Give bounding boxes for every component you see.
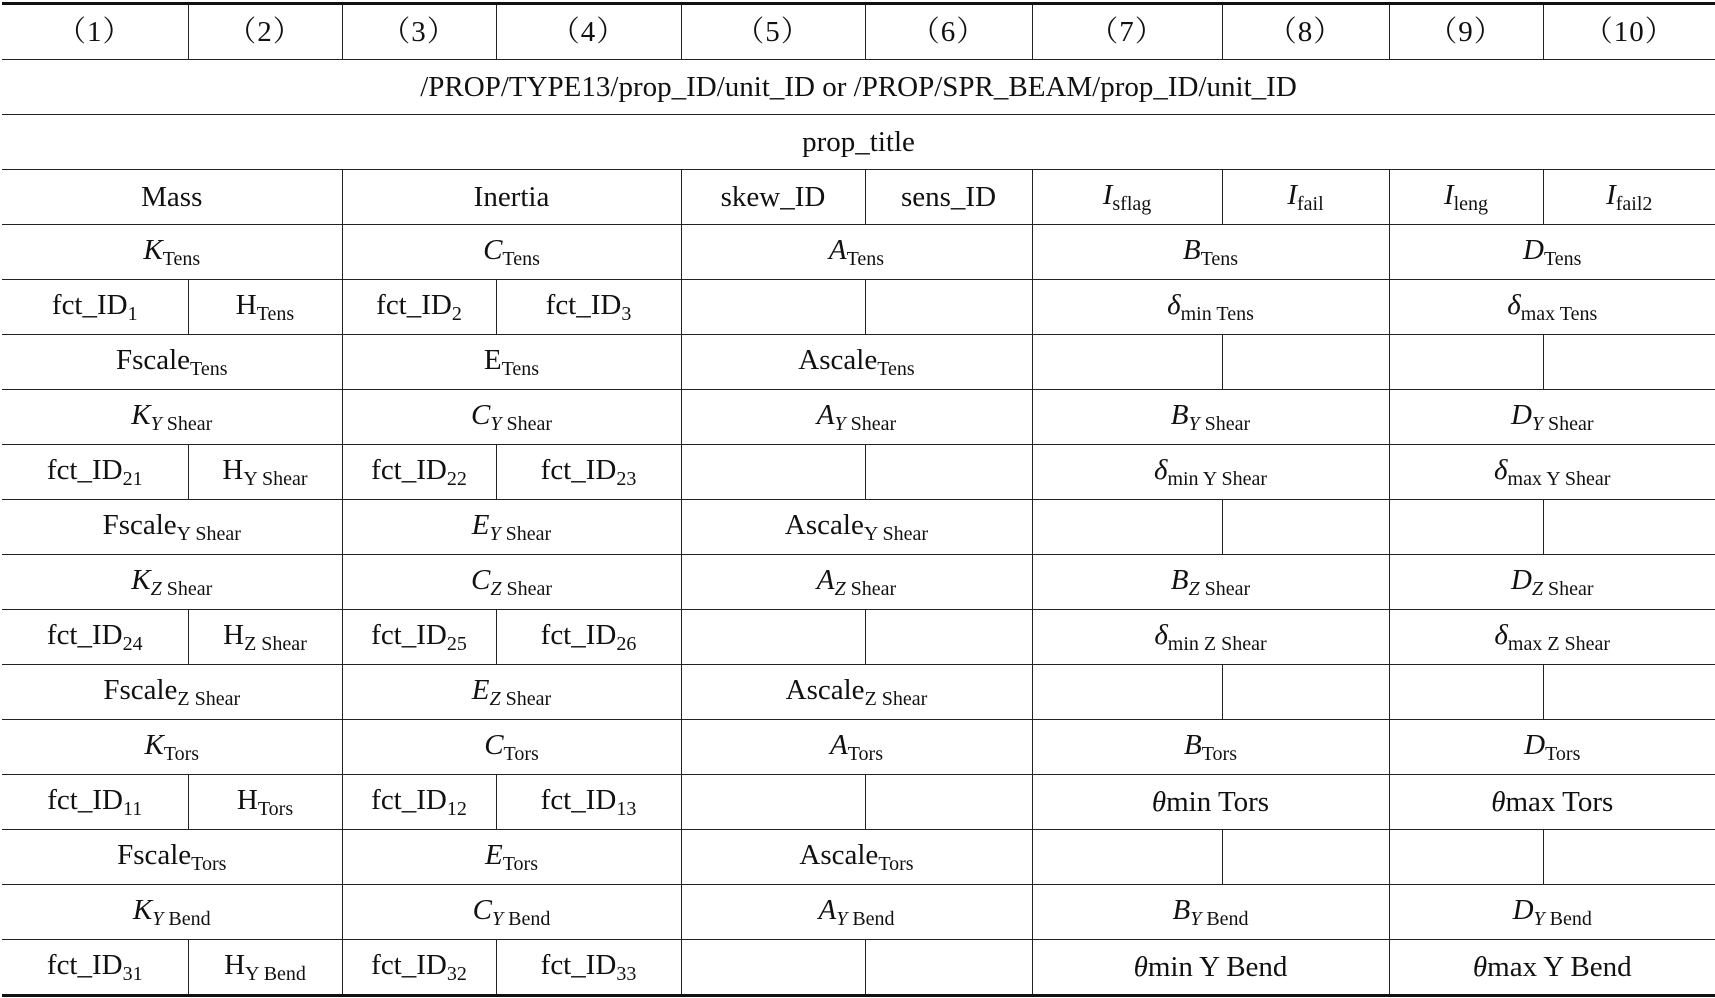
- field-subscript: 26: [616, 632, 637, 655]
- field-cell: [2, 720, 342, 775]
- card-zshear-scale-row: [2, 665, 1715, 720]
- field-subscript: 12: [446, 797, 467, 820]
- field-symbol: fct_ID: [371, 948, 447, 981]
- field-subscript: 11: [122, 797, 143, 820]
- table-body: [2, 4, 1715, 996]
- field-symbol: A: [830, 728, 848, 761]
- field-symbol: K: [143, 233, 163, 266]
- field-cell: [342, 390, 681, 445]
- field-subscript: Tens: [846, 247, 885, 270]
- field-cell: [2, 445, 188, 500]
- field-subscript: Bend: [1201, 907, 1249, 930]
- empty-cell: [1543, 335, 1715, 390]
- field-symbol: A: [818, 893, 837, 926]
- card-tors-scale-row: [2, 830, 1715, 885]
- field-subscript: Shear: [501, 577, 552, 600]
- field-subscript: Z Shear: [864, 687, 928, 710]
- field-subscript: Z: [1188, 577, 1200, 600]
- field-symbol: D: [1524, 728, 1546, 761]
- field-cell: [188, 940, 342, 996]
- empty-cell: [1222, 335, 1389, 390]
- empty-cell: [1389, 830, 1543, 885]
- field-symbol: D: [1523, 233, 1544, 266]
- field-cell: [1032, 720, 1389, 775]
- field-symbol: θ: [1491, 785, 1506, 818]
- field-subscript: Z Shear: [177, 687, 241, 710]
- property-card-table: [2, 2, 1715, 997]
- field-cell: [496, 940, 681, 996]
- field-symbol: Fscale: [102, 508, 177, 541]
- field-subscript: Y Bend: [245, 962, 306, 985]
- field-symbol: δ: [1494, 453, 1508, 486]
- field-subscript: Bend: [847, 907, 895, 930]
- field-cell: [188, 775, 342, 830]
- field-symbol: fct_ID: [545, 288, 622, 321]
- field-symbol: Ascale: [799, 838, 879, 871]
- field-subscript: Y: [150, 412, 162, 435]
- column-number: （8）: [1222, 4, 1389, 60]
- field-cell: [342, 610, 496, 665]
- field-symbol: I: [1443, 178, 1454, 211]
- field-cell: [342, 555, 681, 610]
- empty-cell: [865, 610, 1032, 665]
- field-cell: [342, 500, 681, 555]
- field-cell: [1032, 390, 1389, 445]
- field-subscript: Tors: [257, 797, 294, 820]
- field-symbol: E: [483, 343, 502, 376]
- field-subscript: Z: [834, 577, 846, 600]
- field-subscript: Y: [836, 907, 848, 930]
- field-cell: [865, 170, 1032, 225]
- field-cell: [1543, 170, 1715, 225]
- field-subscript: 2: [451, 302, 462, 325]
- field-cell: [2, 940, 188, 996]
- field-cell: [681, 225, 1032, 280]
- field-cell: [496, 775, 681, 830]
- field-subscript: Shear: [1199, 577, 1251, 600]
- card-tors-func-row: [2, 775, 1715, 830]
- field-symbol: Mass: [141, 180, 203, 213]
- card-tens-coef-row: [2, 225, 1715, 280]
- field-cell: [342, 170, 681, 225]
- field-symbol: C: [483, 233, 503, 266]
- field-symbol: fct_ID: [540, 453, 617, 486]
- field-cell: [1032, 610, 1389, 665]
- field-symbol: sens_ID: [900, 180, 997, 213]
- field-subscript: Y: [834, 412, 846, 435]
- field-symbol: C: [472, 893, 492, 926]
- column-number: （1）: [2, 4, 188, 60]
- column-number: （5）: [681, 4, 865, 60]
- field-subscript: max Y Shear: [1507, 467, 1611, 490]
- column-number: （7）: [1032, 4, 1222, 60]
- field-subscript: Y Shear: [243, 467, 308, 490]
- field-symbol: E: [471, 673, 490, 706]
- card-header-row: [2, 170, 1715, 225]
- field-symbol: A: [816, 398, 835, 431]
- field-symbol: max Y Bend: [1487, 950, 1632, 983]
- field-symbol: max Tors: [1505, 785, 1614, 818]
- field-symbol: fct_ID: [51, 288, 128, 321]
- keyword-row: [2, 60, 1715, 115]
- field-symbol: C: [470, 398, 491, 431]
- field-subscript: Bend: [163, 907, 211, 930]
- field-cell: [1389, 445, 1715, 500]
- field-subscript: 1: [127, 302, 138, 325]
- field-symbol: H: [235, 288, 257, 321]
- field-subscript: Z: [150, 577, 162, 600]
- card-yshear-scale-row: [2, 500, 1715, 555]
- field-cell: [496, 445, 681, 500]
- field-cell: [681, 170, 865, 225]
- column-number: （6）: [865, 4, 1032, 60]
- field-subscript: 13: [616, 797, 637, 820]
- title-row: [2, 115, 1715, 170]
- field-subscript: Tens: [1200, 247, 1239, 270]
- field-subscript: Tens: [190, 357, 228, 380]
- field-symbol: fct_ID: [371, 783, 447, 816]
- field-symbol: K: [131, 563, 151, 596]
- field-symbol: I: [1606, 178, 1616, 211]
- empty-cell: [1222, 500, 1389, 555]
- field-cell: [342, 940, 496, 996]
- empty-cell: [681, 775, 865, 830]
- field-symbol: fct_ID: [371, 618, 447, 651]
- empty-cell: [1389, 665, 1543, 720]
- field-symbol: B: [1182, 233, 1201, 266]
- field-subscript: max Z Shear: [1507, 632, 1611, 655]
- field-subscript: Tors: [1201, 742, 1237, 765]
- field-cell: [2, 335, 342, 390]
- empty-cell: [1032, 830, 1222, 885]
- field-cell: [342, 225, 681, 280]
- column-number-row: [2, 4, 1715, 60]
- empty-cell: [865, 445, 1032, 500]
- field-subscript: Z: [490, 577, 502, 600]
- field-symbol: E: [485, 838, 503, 871]
- field-symbol: δ: [1507, 288, 1521, 321]
- field-subscript: Shear: [161, 577, 213, 600]
- field-symbol: B: [1170, 563, 1189, 596]
- field-subscript: Y: [1190, 907, 1202, 930]
- card-yshear-coef-row: [2, 390, 1715, 445]
- field-cell: [681, 555, 1032, 610]
- field-subscript: Z: [489, 687, 501, 710]
- field-symbol: Ascale: [798, 343, 878, 376]
- field-cell: [2, 830, 342, 885]
- field-symbol: B: [1172, 893, 1191, 926]
- field-cell: [1222, 170, 1389, 225]
- field-symbol: D: [1510, 563, 1532, 596]
- field-symbol: B: [1170, 398, 1189, 431]
- field-symbol: θ: [1133, 950, 1148, 983]
- field-symbol: Fscale: [103, 673, 178, 706]
- field-subscript: Shear: [1543, 412, 1594, 435]
- field-subscript: Shear: [1543, 577, 1594, 600]
- empty-cell: [1032, 335, 1222, 390]
- field-subscript: Y Shear: [176, 522, 241, 545]
- field-subscript: 33: [616, 962, 637, 985]
- field-cell: [2, 885, 342, 940]
- column-number: （2）: [188, 4, 342, 60]
- field-subscript: Z: [1531, 577, 1544, 600]
- field-subscript: sflag: [1112, 192, 1152, 215]
- field-subscript: Z Shear: [244, 632, 307, 655]
- column-number: （3）: [342, 4, 496, 60]
- field-cell: [1389, 225, 1715, 280]
- field-symbol: I: [1102, 178, 1113, 211]
- field-cell: [2, 555, 342, 610]
- card-ybend-coef-row: [2, 885, 1715, 940]
- field-cell: [1389, 280, 1715, 335]
- property-title: prop_title: [2, 115, 1715, 170]
- card-yshear-func-row: [2, 445, 1715, 500]
- field-cell: [342, 280, 496, 335]
- field-cell: [2, 665, 342, 720]
- field-subscript: min Tens: [1180, 302, 1254, 325]
- field-subscript: 25: [446, 632, 467, 655]
- column-number: （9）: [1389, 4, 1543, 60]
- card-zshear-func-row: [2, 610, 1715, 665]
- field-subscript: Shear: [845, 412, 897, 435]
- field-cell: [681, 885, 1032, 940]
- field-cell: [1032, 445, 1389, 500]
- field-cell: [2, 500, 342, 555]
- field-symbol: δ: [1154, 618, 1168, 651]
- card-ybend-func-row: [2, 940, 1715, 996]
- card-zshear-coef-row: [2, 555, 1715, 610]
- field-subscript: Y: [490, 412, 502, 435]
- field-cell: [1389, 555, 1715, 610]
- field-subscript: Y Shear: [863, 522, 929, 545]
- field-subscript: Tens: [877, 357, 915, 380]
- field-cell: [1389, 885, 1715, 940]
- field-symbol: min Y Bend: [1147, 950, 1288, 983]
- field-cell: [342, 775, 496, 830]
- field-symbol: θ: [1472, 950, 1488, 983]
- empty-cell: [681, 445, 865, 500]
- empty-cell: [1543, 665, 1715, 720]
- field-cell: [1032, 170, 1222, 225]
- empty-cell: [1222, 830, 1389, 885]
- field-symbol: A: [816, 563, 835, 596]
- field-subscript: Tens: [256, 302, 295, 325]
- field-cell: [681, 665, 1032, 720]
- field-symbol: θ: [1151, 785, 1167, 818]
- field-subscript: Tens: [1543, 247, 1582, 270]
- empty-cell: [865, 775, 1032, 830]
- field-cell: [496, 280, 681, 335]
- field-symbol: H: [224, 948, 246, 981]
- field-cell: [342, 335, 681, 390]
- field-symbol: fct_ID: [540, 618, 617, 651]
- empty-cell: [681, 610, 865, 665]
- empty-cell: [1543, 500, 1715, 555]
- card-tens-scale-row: [2, 335, 1715, 390]
- field-cell: [342, 885, 681, 940]
- field-symbol: H: [236, 783, 258, 816]
- field-symbol: fct_ID: [540, 783, 617, 816]
- field-symbol: δ: [1167, 288, 1181, 321]
- field-subscript: Shear: [161, 412, 213, 435]
- field-subscript: Y: [1531, 412, 1544, 435]
- field-subscript: Y: [152, 907, 164, 930]
- field-subscript: Tors: [878, 852, 914, 875]
- empty-cell: [1032, 500, 1222, 555]
- field-subscript: min Y Shear: [1167, 467, 1268, 490]
- field-cell: [2, 390, 342, 445]
- field-symbol: Fscale: [115, 343, 191, 376]
- field-symbol: fct_ID: [46, 618, 123, 651]
- field-cell: [188, 610, 342, 665]
- field-subscript: 24: [122, 632, 143, 655]
- field-cell: [1389, 170, 1543, 225]
- field-cell: [2, 170, 342, 225]
- field-subscript: Shear: [1199, 412, 1251, 435]
- field-subscript: 21: [122, 467, 143, 490]
- field-subscript: 32: [446, 962, 467, 985]
- field-cell: [2, 280, 188, 335]
- field-cell: [681, 335, 1032, 390]
- field-cell: [681, 830, 1032, 885]
- empty-cell: [1032, 665, 1222, 720]
- field-symbol: Inertia: [473, 180, 550, 213]
- field-subscript: Tors: [847, 742, 883, 765]
- field-cell: [342, 720, 681, 775]
- field-cell: [1032, 225, 1389, 280]
- field-symbol: K: [132, 893, 153, 926]
- empty-cell: [1543, 830, 1715, 885]
- field-cell: [1389, 775, 1715, 830]
- field-subscript: Tens: [502, 247, 540, 270]
- field-symbol: K: [131, 398, 151, 431]
- field-subscript: 23: [616, 467, 637, 490]
- card-tens-func-row: [2, 280, 1715, 335]
- field-subscript: Y: [1188, 412, 1200, 435]
- empty-cell: [865, 280, 1032, 335]
- field-cell: [1032, 775, 1389, 830]
- field-symbol: B: [1184, 728, 1202, 761]
- field-subscript: leng: [1453, 192, 1489, 215]
- field-cell: [1389, 390, 1715, 445]
- field-cell: [2, 775, 188, 830]
- field-subscript: fail: [1297, 192, 1324, 215]
- field-subscript: Tens: [501, 357, 540, 380]
- field-symbol: fct_ID: [376, 288, 452, 321]
- field-subscript: Tors: [191, 852, 227, 875]
- field-subscript: fail2: [1615, 192, 1653, 215]
- field-symbol: fct_ID: [46, 453, 123, 486]
- field-subscript: Tens: [162, 247, 201, 270]
- field-subscript: Bend: [503, 907, 551, 930]
- field-subscript: min Z Shear: [1167, 632, 1267, 655]
- field-symbol: Fscale: [117, 838, 192, 871]
- field-symbol: δ: [1494, 618, 1508, 651]
- field-symbol: C: [470, 563, 491, 596]
- field-symbol: D: [1512, 893, 1534, 926]
- field-symbol: A: [828, 233, 847, 266]
- field-symbol: Ascale: [785, 673, 865, 706]
- field-cell: [342, 830, 681, 885]
- field-symbol: min Tors: [1166, 785, 1270, 818]
- field-subscript: Y: [1533, 907, 1545, 930]
- field-cell: [496, 610, 681, 665]
- field-subscript: Shear: [500, 687, 552, 710]
- empty-cell: [681, 940, 865, 996]
- field-subscript: Tors: [163, 742, 200, 765]
- field-subscript: Shear: [845, 577, 897, 600]
- field-subscript: max Tens: [1520, 302, 1598, 325]
- field-cell: [1389, 610, 1715, 665]
- field-symbol: K: [144, 728, 164, 761]
- field-subscript: Y: [489, 522, 501, 545]
- field-symbol: fct_ID: [371, 453, 447, 486]
- field-symbol: skew_ID: [720, 180, 826, 213]
- field-subscript: 22: [446, 467, 467, 490]
- field-cell: [342, 665, 681, 720]
- field-symbol: I: [1287, 178, 1297, 211]
- field-subscript: Tors: [1545, 742, 1581, 765]
- field-symbol: C: [484, 728, 504, 761]
- card-tors-coef-row: [2, 720, 1715, 775]
- empty-cell: [681, 280, 865, 335]
- field-cell: [681, 500, 1032, 555]
- field-symbol: D: [1510, 398, 1532, 431]
- field-cell: [1032, 885, 1389, 940]
- field-cell: [681, 390, 1032, 445]
- empty-cell: [1222, 665, 1389, 720]
- field-subscript: Y: [492, 907, 504, 930]
- keyword-line: /PROP/TYPE13/prop_ID/unit_ID or /PROP/SPR_BEAM/prop_ID/unit_ID: [2, 60, 1715, 115]
- field-cell: [681, 720, 1032, 775]
- column-number: （4）: [496, 4, 681, 60]
- field-symbol: fct_ID: [47, 783, 123, 816]
- field-cell: [342, 445, 496, 500]
- field-cell: [1389, 940, 1715, 996]
- field-symbol: E: [471, 508, 490, 541]
- field-symbol: fct_ID: [46, 948, 123, 981]
- field-cell: [1032, 555, 1389, 610]
- field-subscript: Tors: [502, 852, 538, 875]
- field-subscript: 3: [621, 302, 632, 325]
- field-cell: [1032, 280, 1389, 335]
- field-cell: [1389, 720, 1715, 775]
- field-cell: [2, 225, 342, 280]
- column-number: （10）: [1543, 4, 1715, 60]
- field-symbol: δ: [1153, 453, 1168, 486]
- empty-cell: [865, 940, 1032, 996]
- field-subscript: Bend: [1544, 907, 1592, 930]
- field-subscript: Shear: [500, 522, 552, 545]
- field-subscript: Shear: [501, 412, 552, 435]
- field-subscript: 31: [122, 962, 143, 985]
- empty-cell: [1389, 335, 1543, 390]
- field-symbol: H: [222, 453, 244, 486]
- field-symbol: fct_ID: [540, 948, 617, 981]
- field-cell: [188, 280, 342, 335]
- field-cell: [1032, 940, 1389, 996]
- field-subscript: Tors: [503, 742, 539, 765]
- field-cell: [2, 610, 188, 665]
- field-symbol: Ascale: [784, 508, 864, 541]
- field-symbol: H: [223, 618, 245, 651]
- field-cell: [188, 445, 342, 500]
- empty-cell: [1389, 500, 1543, 555]
